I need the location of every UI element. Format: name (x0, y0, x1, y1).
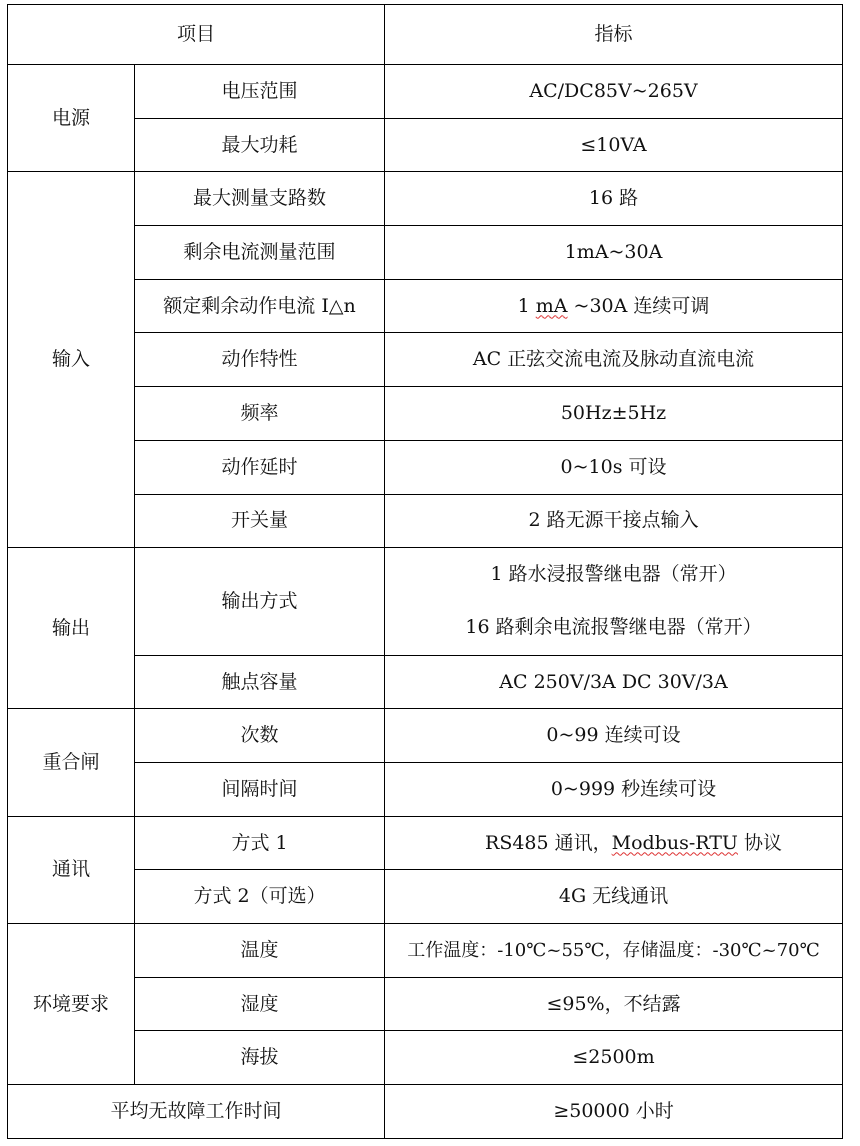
header-item: 项目 (8, 5, 385, 65)
item-cell: 温度 (135, 924, 385, 978)
spec-cell: 4G 无线通讯 (385, 870, 843, 924)
item-cell: 方式 2（可选） (135, 870, 385, 924)
spec-cell (385, 279, 843, 333)
spec-line: 16 路剩余电流报警继电器（常开） (465, 616, 762, 639)
spellcheck-underlined-text: Modbus-RTU (611, 831, 738, 854)
table-row (8, 1085, 843, 1139)
table-row (8, 65, 843, 119)
spec-cell: 50Hz±5Hz (385, 387, 843, 441)
item-cell: 频率 (135, 387, 385, 441)
spec-part: RS485 通讯， (485, 831, 612, 854)
item-cell: 间隔时间 (135, 762, 385, 816)
group-label-env: 环境要求 (8, 924, 135, 1085)
spec-cell: ≥50000 小时 (385, 1085, 843, 1139)
item-cell: 湿度 (135, 977, 385, 1031)
table-row (8, 709, 843, 763)
spec-cell: AC/DC85V~265V (385, 65, 843, 119)
table-row (8, 548, 843, 655)
spec-cell: 16 路 (385, 172, 843, 226)
spec-cell (385, 816, 843, 870)
group-label-output: 输出 (8, 548, 135, 709)
spec-cell: 工作温度：-10℃~55℃，存储温度：-30℃~70℃ (385, 924, 843, 978)
spellcheck-underlined-text: mA (535, 294, 568, 317)
item-cell: 输出方式 (135, 548, 385, 655)
table-row (8, 172, 843, 226)
spec-cell: 1mA~30A (385, 226, 843, 280)
group-label-comm: 通讯 (8, 816, 135, 923)
spec-part: ~30A 连续可调 (567, 294, 710, 317)
spec-table (7, 4, 843, 1139)
spec-cell: ≤2500m (385, 1031, 843, 1085)
spec-cell: AC 正弦交流电流及脉动直流电流 (385, 333, 843, 387)
spec-part: 协议 (737, 831, 782, 854)
item-cell: 触点容量 (135, 655, 385, 709)
table-row (8, 816, 843, 870)
item-cell: 平均无故障工作时间 (8, 1085, 385, 1139)
item-cell: 次数 (135, 709, 385, 763)
spec-cell (385, 548, 843, 655)
item-cell: 电压范围 (135, 65, 385, 119)
table-row (8, 924, 843, 978)
spec-cell: 0~99 连续可设 (385, 709, 843, 763)
spec-cell: 2 路无源干接点输入 (385, 494, 843, 548)
spec-cell: AC 250V/3A DC 30V/3A (385, 655, 843, 709)
item-cell: 最大功耗 (135, 118, 385, 172)
item-cell: 动作特性 (135, 333, 385, 387)
spec-cell: 0~10s 可设 (385, 440, 843, 494)
item-cell: 额定剩余动作电流 I△n (135, 279, 385, 333)
group-label-power: 电源 (8, 65, 135, 172)
group-label-reclose: 重合闸 (8, 709, 135, 816)
spec-cell: 0~999 秒连续可设 (385, 762, 843, 816)
item-cell: 方式 1 (135, 816, 385, 870)
item-cell: 剩余电流测量范围 (135, 226, 385, 280)
item-cell: 开关量 (135, 494, 385, 548)
spec-cell: ≤10VA (385, 118, 843, 172)
spec-part: 1 (517, 294, 536, 317)
header-spec: 指标 (385, 5, 843, 65)
item-cell: 最大测量支路数 (135, 172, 385, 226)
group-label-input: 输入 (8, 172, 135, 548)
spec-cell: ≤95%，不结露 (385, 977, 843, 1031)
spec-line: 1 路水浸报警继电器（常开） (490, 563, 737, 586)
item-cell: 海拔 (135, 1031, 385, 1085)
item-cell: 动作延时 (135, 440, 385, 494)
header-row (8, 5, 843, 65)
